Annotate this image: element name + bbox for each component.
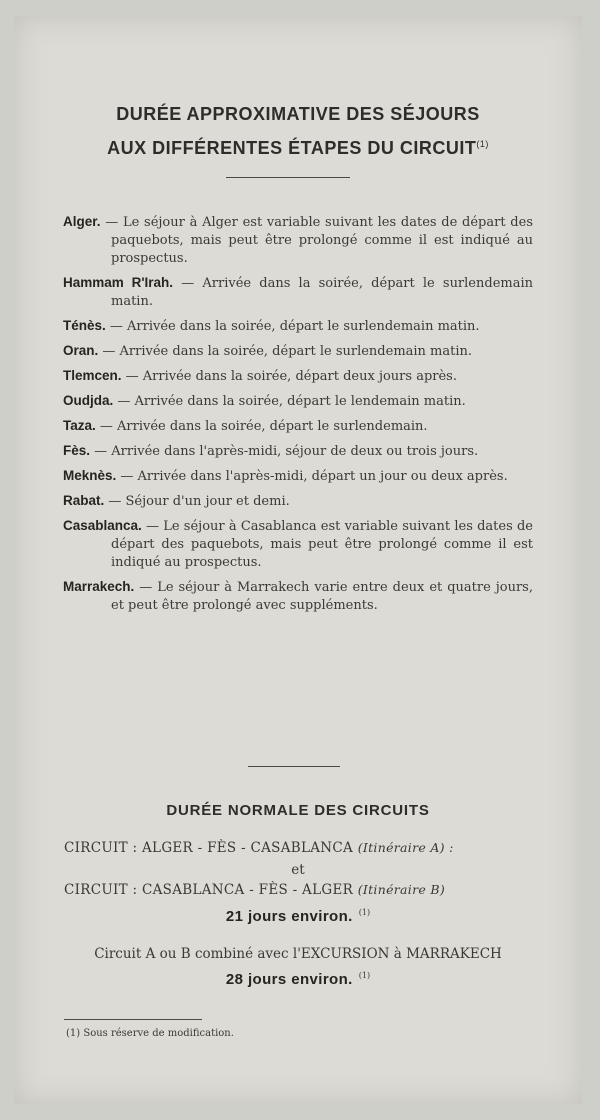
section-divider <box>248 766 340 767</box>
stage-place: Ténès. <box>63 318 106 333</box>
title-divider <box>226 177 350 178</box>
stage-text: — Le séjour à Alger est variable suivant les dates de départ des paquebots, mais peut être prolongé comme il est indiqué au prospectus. <box>100 215 533 266</box>
circuit-b-label: CIRCUIT : CASABLANCA - FÈS - ALGER <box>64 882 354 898</box>
title-note-mark: (1) <box>476 139 489 149</box>
stage-text: — Arrivée dans la soirée, départ le lendemain matin. <box>113 394 466 409</box>
stage-place: Casablanca. <box>63 518 142 533</box>
footnote-divider <box>64 1019 202 1020</box>
title-line-2 <box>14 138 582 159</box>
circuit-b-itinerary: (Itinéraire B) <box>357 882 446 897</box>
duration-line-2 <box>14 971 582 988</box>
stage-place: Rabat. <box>63 493 105 508</box>
circuit-connector: et <box>291 862 305 878</box>
combined-circuit-text: Circuit A ou B combiné avec l'EXCURSION à MARRAKECH <box>94 946 502 962</box>
stage-place: Alger. <box>63 214 101 229</box>
stage-place: Oran. <box>63 343 99 358</box>
stage-text: — Arrivée dans la soirée, départ le surlendemain matin. <box>98 344 473 359</box>
stage-text: — Arrivée dans la soirée, départ le surlendemain. <box>95 419 428 434</box>
stage-text: — Arrivée dans la soirée, départ le surlendemain matin. <box>111 276 533 309</box>
circuit-a-itinerary: (Itinéraire A) : <box>357 840 454 855</box>
duration-2: 28 jours environ. <box>225 971 353 988</box>
stage-entry <box>63 317 533 336</box>
duration-1-note-mark: (1) <box>358 908 371 917</box>
stage-entry <box>63 517 533 572</box>
stage-text: — Le séjour à Casablanca est variable suivant les dates de départ des paquebots, mais peut être prolongé comme il est indiqué au prospectus. <box>111 519 533 570</box>
stage-place: Oudjda. <box>63 393 114 408</box>
stage-text: — Arrivée dans l'après-midi, séjour de deux ou trois jours. <box>90 444 479 459</box>
circuit-b-line <box>64 882 445 898</box>
stage-entry <box>63 392 533 411</box>
stage-place: Tlemcen. <box>63 368 122 383</box>
stage-entry <box>63 492 533 511</box>
stage-entry <box>63 367 533 386</box>
document-sheet <box>14 16 582 1104</box>
stage-text: — Séjour d'un jour et demi. <box>104 494 290 509</box>
duration-2-note-mark: (1) <box>358 971 371 980</box>
stage-entry <box>63 213 533 268</box>
stage-entry <box>63 578 533 615</box>
stage-place: Meknès. <box>63 468 117 483</box>
stage-place: Taza. <box>63 418 96 433</box>
circuit-a-label: CIRCUIT : ALGER - FÈS - CASABLANCA <box>64 840 354 856</box>
stage-entry <box>63 467 533 486</box>
footnote: (1) Sous réserve de modification. <box>66 1028 234 1039</box>
stage-text: — Arrivée dans l'après-midi, départ un jour ou deux après. <box>116 469 508 484</box>
title-line-1: DURÉE APPROXIMATIVE DES SÉJOURS <box>116 104 480 124</box>
stage-place: Marrakech. <box>63 579 135 594</box>
stage-place: Fès. <box>63 443 91 458</box>
stage-text: — Arrivée dans la soirée, départ le surlendemain matin. <box>105 319 480 334</box>
stage-entry <box>63 442 533 461</box>
stage-text: — Arrivée dans la soirée, départ deux jours après. <box>121 369 457 384</box>
circuit-a-line <box>64 840 454 856</box>
duration-1: 21 jours environ. <box>225 908 353 925</box>
title-line-2-text: AUX DIFFÉRENTES ÉTAPES DU CIRCUIT <box>107 138 477 158</box>
stage-text: — Le séjour à Marrakech varie entre deux et quatre jours, et peut être prolongé avec suppléments. <box>111 580 533 613</box>
stage-list <box>63 213 533 621</box>
stage-entry <box>63 274 533 311</box>
stage-entry <box>63 342 533 361</box>
duration-line-1 <box>14 908 582 925</box>
circuits-title: DURÉE NORMALE DES CIRCUITS <box>166 802 430 819</box>
stage-place: Hammam R'Irah. <box>63 275 174 290</box>
stage-entry <box>63 417 533 436</box>
